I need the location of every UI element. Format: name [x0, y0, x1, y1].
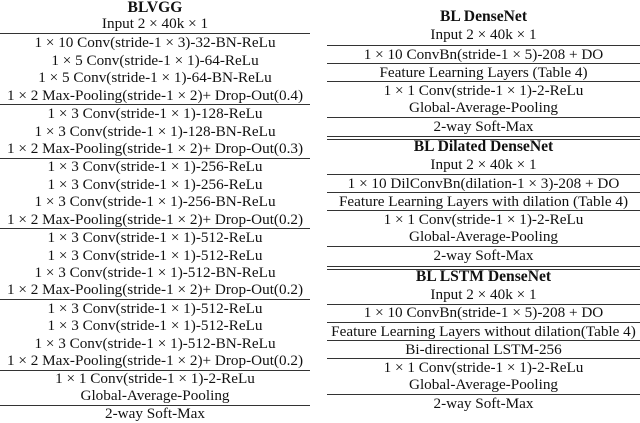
table-row: Bi-directional LSTM-256 [405, 340, 562, 358]
table-row: 1 × 3 Conv(stride-1 × 1)-512-ReLu [47, 229, 263, 246]
table-row: 1 × 10 ConvBn(stride-1 × 5)-208 + DO [363, 45, 604, 63]
table-row: 1 × 5 Conv(stride-1 × 1)-64-BN-ReLu [38, 69, 272, 86]
table-row: 1 × 3 Conv(stride-1 × 1)-128-ReLu [47, 105, 263, 122]
table-row: 1 × 3 Conv(stride-1 × 1)-512-ReLu [47, 246, 263, 264]
bl-lstm-densenet-title: BL LSTM DenseNet [415, 268, 552, 285]
table-row: 1 × 10 DilConvBn(dilation-1 × 3)-208 + DO [347, 174, 620, 192]
bl-densenet-input: Input 2 × 40k × 1 [430, 26, 537, 43]
table-row: 1 × 1 Conv(stride-1 × 1)-2-ReLu [383, 81, 584, 99]
blvgg-title: BLVGG [127, 0, 183, 16]
table-row: 1 × 2 Max-Pooling(stride-1 × 2)+ Drop-Out(0.4) [6, 86, 304, 104]
bl-dilated-densenet-input: Input 2 × 40k × 1 [430, 156, 537, 173]
table-row: 1 × 10 ConvBn(stride-1 × 5)-208 + DO [363, 304, 604, 321]
table-row: 1 × 5 Conv(stride-1 × 1)-64-ReLu [51, 51, 259, 69]
table-row: 1 × 3 Conv(stride-1 × 1)-256-BN-ReLu [34, 193, 276, 210]
table-row: Global-Average-Pooling [80, 387, 230, 404]
table-row: 1 × 3 Conv(stride-1 × 1)-512-ReLu [47, 299, 263, 317]
table-row: 1 × 1 Conv(stride-1 × 1)-2-ReLu [383, 358, 584, 376]
table-row: Global-Average-Pooling [408, 228, 559, 245]
table-row: 1 × 2 Max-Pooling(stride-1 × 2)+ Drop-Out(0.3) [6, 140, 304, 157]
table-row: 1 × 3 Conv(stride-1 × 1)-512-ReLu [47, 317, 263, 334]
table-row: 2-way Soft-Max [433, 246, 534, 264]
table-row: 1 × 10 Conv(stride-1 × 3)-32-BN-ReLu [34, 34, 276, 51]
table-row: 1 × 2 Max-Pooling(stride-1 × 2)+ Drop-Out(0.2) [6, 352, 304, 369]
table-row: 1 × 2 Max-Pooling(stride-1 × 2)+ Drop-Out(0.2) [6, 281, 304, 298]
bl-dilated-densenet-title: BL Dilated DenseNet [413, 138, 554, 155]
table-row: 1 × 2 Max-Pooling(stride-1 × 2)+ Drop-Out(0.2) [6, 210, 304, 228]
table-row: Feature Learning Layers without dilation(Table 4) [331, 322, 636, 340]
table-row: 1 × 3 Conv(stride-1 × 1)-256-ReLu [47, 158, 263, 175]
bl-lstm-densenet-input: Input 2 × 40k × 1 [430, 285, 537, 303]
bl-densenet-title: BL DenseNet [439, 8, 528, 25]
table-row: 2-way Soft-Max [433, 394, 534, 412]
table-row: 1 × 1 Conv(stride-1 × 1)-2-ReLu [383, 210, 584, 228]
table-row: 1 × 3 Conv(stride-1 × 1)-256-ReLu [47, 175, 263, 193]
table-row: 2-way Soft-Max [105, 405, 205, 422]
table-row: Global-Average-Pooling [408, 376, 559, 393]
table-row: 1 × 3 Conv(stride-1 × 1)-128-BN-ReLu [34, 122, 276, 140]
table-row: Global-Average-Pooling [408, 99, 559, 116]
blvgg-input: Input 2 × 40k × 1 [101, 15, 209, 32]
table-row: 1 × 3 Conv(stride-1 × 1)-512-BN-ReLu [34, 334, 276, 352]
table-row: 2-way Soft-Max [433, 117, 534, 135]
table-row: Feature Learning Layers with dilation (Table 4) [338, 192, 629, 210]
table-row: Feature Learning Layers (Table 4) [379, 63, 588, 81]
table-row: 1 × 3 Conv(stride-1 × 1)-512-BN-ReLu [34, 264, 276, 281]
table-row: 1 × 1 Conv(stride-1 × 1)-2-ReLu [55, 370, 255, 387]
